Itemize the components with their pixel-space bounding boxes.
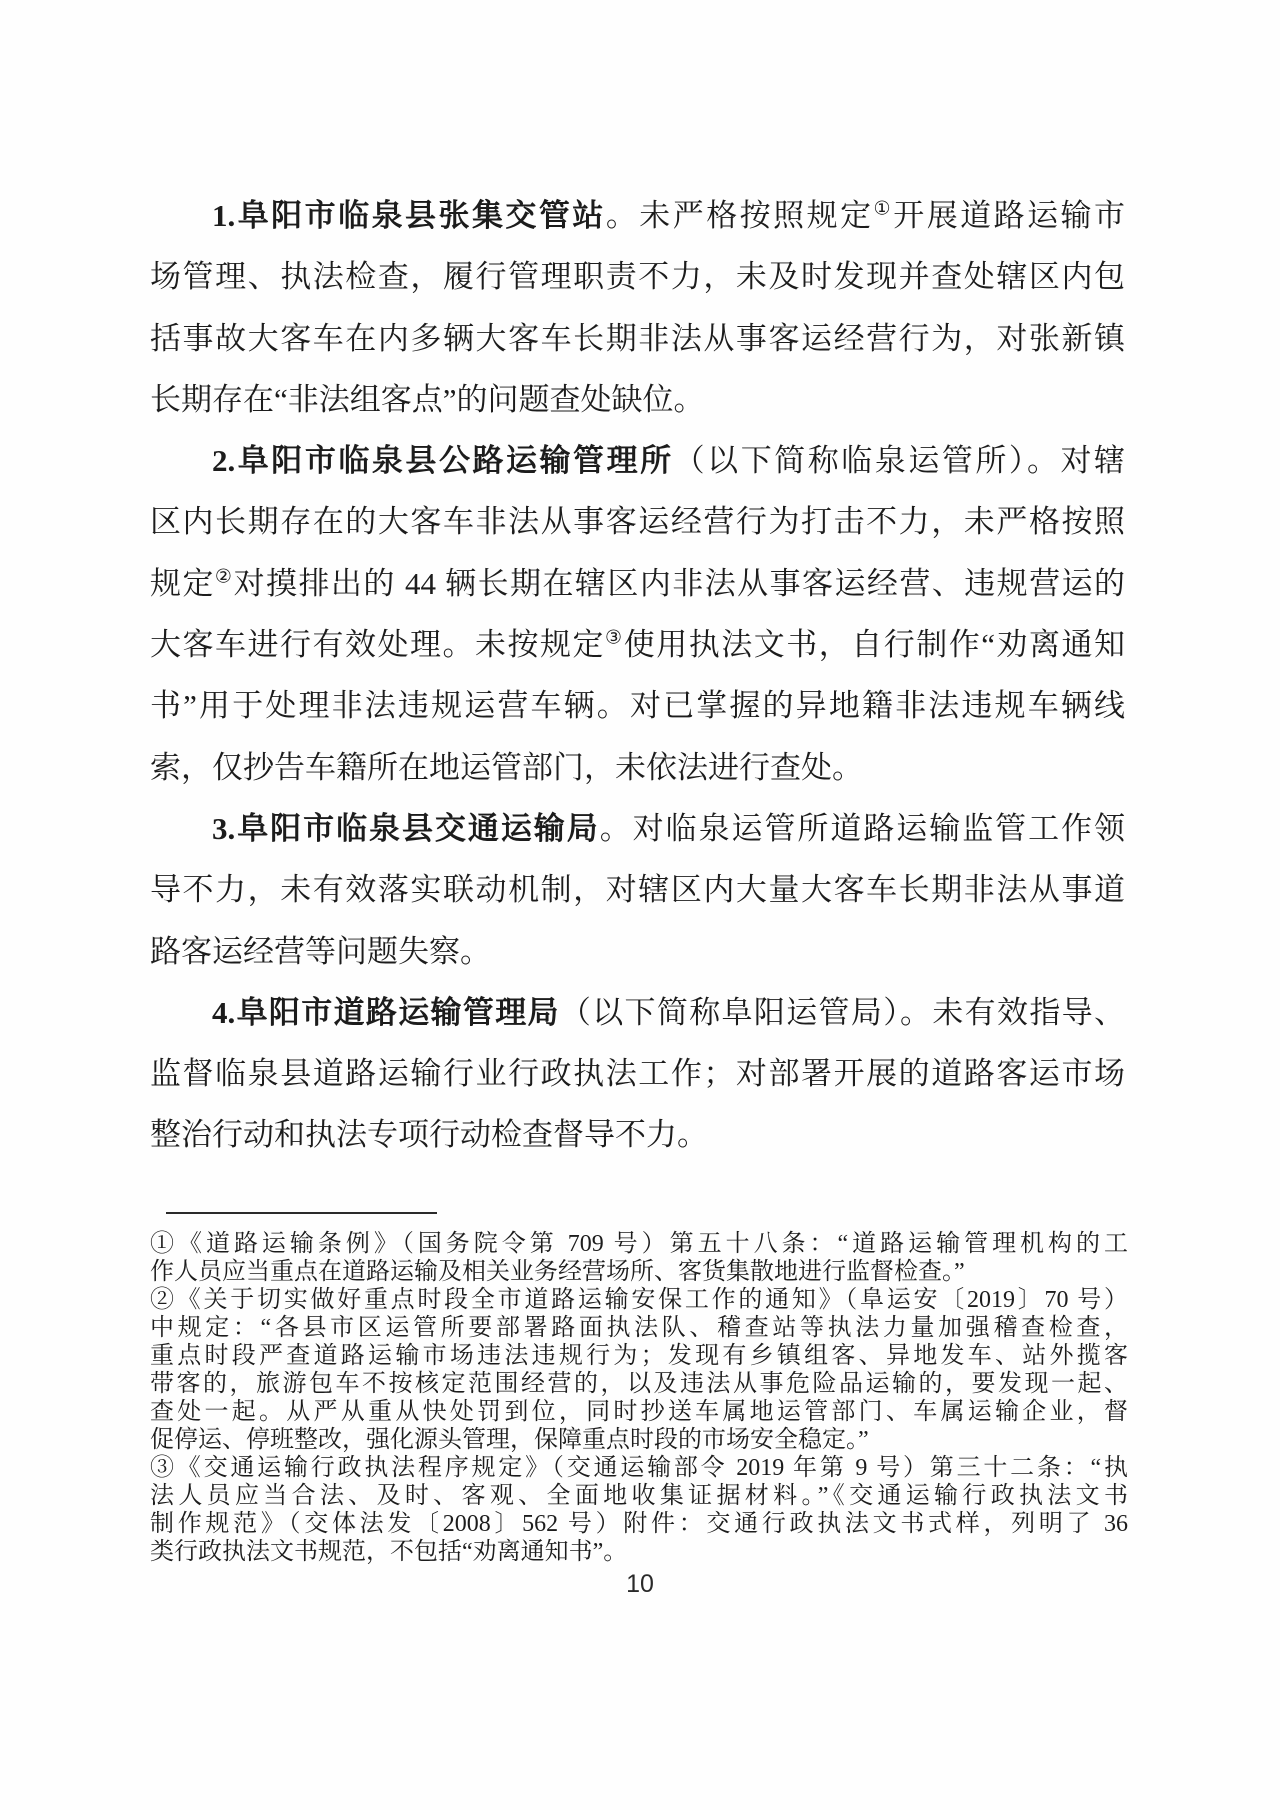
item-heading: 4.阜阳市道路运输管理局 — [212, 994, 560, 1030]
body-line — [150, 982, 1125, 1043]
footnote-marker: ③ — [605, 627, 624, 649]
footnote-line: 带客的，旅游包车不按核定范围经营的，以及违法从事危险品运输的，要发现一起、 — [150, 1371, 1128, 1397]
document-body — [150, 185, 1125, 1166]
body-line — [150, 430, 1125, 491]
body-line — [150, 1104, 1125, 1165]
body-text: 书”用于处理非法违规运营车辆。对已掌握的异地籍非法违规车辆线 — [150, 688, 1125, 724]
body-text: （以下简称阜阳运管局）。未有效指导、 — [559, 994, 1126, 1030]
body-line — [150, 737, 1125, 798]
body-line — [150, 859, 1125, 920]
body-text: 。对临泉运管所道路运输监管工作领 — [599, 810, 1126, 846]
footnote-line: 类行政执法文书规范，不包括“劝离通知书”。 — [150, 1539, 628, 1565]
body-line — [150, 185, 1125, 246]
footnote-line: 重点时段严查道路运输市场违法违规行为；发现有乡镇组客、异地发车、站外揽客 — [150, 1343, 1128, 1369]
footnote-marker: ① — [873, 198, 894, 220]
body-text: 。未严格按照规定 — [605, 198, 874, 233]
body-line — [150, 369, 1125, 430]
footnote-line: ②《关于切实做好重点时段全市道路运输安保工作的通知》（阜运安〔2019〕70 号） — [150, 1287, 1128, 1313]
body-text: 规定 — [150, 565, 215, 601]
footnote-marker: ② — [214, 566, 234, 588]
footnotes-section — [150, 1230, 1128, 1566]
body-text: 使用执法文书，自行制作“劝离通知 — [623, 627, 1125, 663]
body-text: 整治行动和执法专项行动检查督导不力。 — [150, 1117, 708, 1153]
body-line — [150, 308, 1125, 369]
body-line — [150, 491, 1125, 552]
footnote-line: 制作规范》（交体法发〔2008〕562 号）附件：交通行政执法文书式样，列明了 36 — [150, 1511, 1128, 1537]
body-line — [150, 798, 1125, 859]
body-text: 路客运经营等问题失察。 — [150, 933, 491, 969]
body-line — [150, 553, 1125, 614]
footnote-line: ①《道路运输条例》（国务院令第 709 号）第五十八条：“道路运输管理机构的工 — [150, 1231, 1128, 1257]
body-text: 区内长期存在的大客车非法从事客运经营行为打击不力，未严格按照 — [150, 504, 1125, 540]
body-text: 括事故大客车在内多辆大客车长期非法从事客运经营行为，对张新镇 — [150, 320, 1125, 356]
body-line — [150, 614, 1125, 675]
item-heading: 3.阜阳市临泉县交通运输局 — [212, 810, 600, 846]
body-text: 场管理、执法检查，履行管理职责不力，未及时发现并查处辖区内包 — [150, 259, 1125, 295]
body-line — [150, 675, 1125, 736]
item-heading: 2.阜阳市临泉县公路运输管理所 — [212, 443, 674, 479]
body-text: 大客车进行有效处理。未按规定 — [150, 627, 606, 663]
body-text: 开展道路运输市 — [893, 198, 1126, 233]
page-number: 10 — [626, 1570, 654, 1598]
body-line — [150, 921, 1125, 982]
body-line — [150, 246, 1125, 307]
footnote-line: ③《交通运输行政执法程序规定》（交通运输部令 2019 年第 9 号）第三十二条：“执 — [150, 1455, 1128, 1481]
body-line — [150, 1043, 1125, 1104]
body-text: 对摸排出的 44 辆长期在辖区内非法从事客运经营、违规营运的 — [233, 565, 1126, 601]
footnote-line: 促停运、停班整改，强化源头管理，保障重点时段的市场安全稳定。” — [150, 1427, 869, 1453]
body-text: （以下简称临泉运管所）。对辖 — [673, 443, 1126, 479]
footnote-line: 中规定：“各县市区运管所要部署路面执法队、稽查站等执法力量加强稽查检查， — [150, 1315, 1128, 1341]
body-text: 导不力，未有效落实联动机制，对辖区内大量大客车长期非法从事道 — [150, 872, 1125, 908]
body-text: 监督临泉县道路运输行业行政执法工作；对部署开展的道路客运市场 — [150, 1056, 1125, 1092]
footnote-line: 查处一起。从严从重从快处罚到位，同时抄送车属地运管部门、车属运输企业，督 — [150, 1399, 1128, 1425]
footnote-separator — [166, 1212, 437, 1214]
body-text: 长期存在“非法组客点”的问题查处缺位。 — [150, 381, 705, 417]
footnote-line: 作人员应当重点在道路运输及相关业务经营场所、客货集散地进行监督检查。” — [150, 1259, 965, 1285]
footnote-line: 法人员应当合法、及时、客观、全面地收集证据材料。”《交通运输行政执法文书 — [150, 1483, 1128, 1509]
body-text: 索，仅抄告车籍所在地运管部门，未依法进行查处。 — [150, 749, 863, 785]
item-heading: 1.阜阳市临泉县张集交管站 — [212, 198, 606, 233]
